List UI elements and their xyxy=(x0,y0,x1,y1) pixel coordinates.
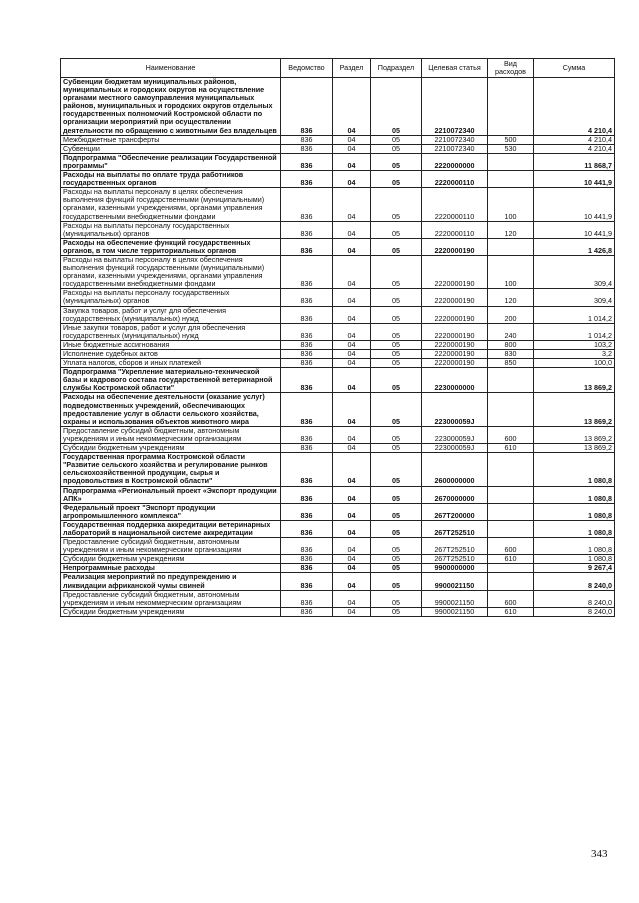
cell-summa: 1 080,8 xyxy=(534,520,615,537)
cell-razdel: 04 xyxy=(333,255,371,288)
cell-razdel: 04 xyxy=(333,453,371,486)
cell-vid-rashodov xyxy=(488,453,534,486)
cell-summa: 3,2 xyxy=(534,350,615,359)
cell-razdel: 04 xyxy=(333,359,371,368)
header-name: Наименование xyxy=(61,59,281,78)
cell-razdel: 04 xyxy=(333,426,371,443)
cell-vedomstvo: 836 xyxy=(281,238,333,255)
cell-razdel: 04 xyxy=(333,368,371,393)
cell-razdel: 04 xyxy=(333,171,371,188)
cell-celevaya-statya: 2220000190 xyxy=(422,340,488,349)
cell-name: Предоставление субсидий бюджетным, автономным учреждениям и иным некоммерческим организациям xyxy=(61,538,281,555)
cell-name: Иные бюджетные ассигнования xyxy=(61,340,281,349)
cell-summa: 1 426,8 xyxy=(534,238,615,255)
cell-summa: 8 240,0 xyxy=(534,590,615,607)
cell-razdel: 04 xyxy=(333,573,371,590)
cell-vedomstvo: 836 xyxy=(281,323,333,340)
cell-vid-rashodov xyxy=(488,564,534,573)
cell-podrazdel: 05 xyxy=(371,573,422,590)
cell-vedomstvo: 836 xyxy=(281,350,333,359)
table-row xyxy=(61,486,615,503)
cell-celevaya-statya: 267T252510 xyxy=(422,520,488,537)
cell-podrazdel: 05 xyxy=(371,238,422,255)
cell-razdel: 04 xyxy=(333,306,371,323)
cell-summa: 1 014,2 xyxy=(534,306,615,323)
cell-podrazdel: 05 xyxy=(371,453,422,486)
cell-celevaya-statya: 267T200000 xyxy=(422,503,488,520)
cell-name: Уплата налогов, сборов и иных платежей xyxy=(61,359,281,368)
cell-celevaya-statya: 2220000110 xyxy=(422,221,488,238)
cell-podrazdel: 05 xyxy=(371,503,422,520)
cell-vid-rashodov: 830 xyxy=(488,350,534,359)
table-row xyxy=(61,573,615,590)
cell-vedomstvo: 836 xyxy=(281,555,333,564)
cell-razdel: 04 xyxy=(333,393,371,426)
cell-name: Расходы на выплаты персоналу государственных (муниципальных) органов xyxy=(61,289,281,306)
cell-vid-rashodov: 610 xyxy=(488,607,534,616)
cell-summa: 13 869,2 xyxy=(534,393,615,426)
cell-podrazdel: 05 xyxy=(371,78,422,136)
cell-name: Субвенции бюджетам муниципальных районов, муниципальных и городских округов на осуществление органами местного самоуправления муниципальных районов, муниципальных и городских округов отдельных государственных полномочий Костромской области по организации мероприятий при осуществлении деятельности по обращению с животными без владельцев xyxy=(61,78,281,136)
cell-name: Расходы на обеспечение функций государственных органов, в том числе территориальных органов xyxy=(61,238,281,255)
cell-razdel: 04 xyxy=(333,323,371,340)
cell-podrazdel: 05 xyxy=(371,255,422,288)
cell-vid-rashodov: 610 xyxy=(488,444,534,453)
cell-name: Расходы на выплаты по оплате труда работников государственных органов xyxy=(61,171,281,188)
cell-vedomstvo: 836 xyxy=(281,520,333,537)
cell-razdel: 04 xyxy=(333,607,371,616)
cell-razdel: 04 xyxy=(333,444,371,453)
header-vid-rashodov: Вид расходов xyxy=(488,59,534,78)
table-row xyxy=(61,144,615,153)
header-razdel: Раздел xyxy=(333,59,371,78)
cell-vedomstvo: 836 xyxy=(281,78,333,136)
cell-name: Предоставление субсидий бюджетным, автономным учреждениям и иным некоммерческим организациям xyxy=(61,590,281,607)
cell-vedomstvo: 836 xyxy=(281,538,333,555)
cell-celevaya-statya: 2210072340 xyxy=(422,78,488,136)
cell-podrazdel: 05 xyxy=(371,144,422,153)
table-row xyxy=(61,503,615,520)
cell-name: Непрограммные расходы xyxy=(61,564,281,573)
cell-summa: 10 441,9 xyxy=(534,188,615,221)
cell-vid-rashodov xyxy=(488,573,534,590)
table-row xyxy=(61,607,615,616)
cell-razdel: 04 xyxy=(333,238,371,255)
cell-razdel: 04 xyxy=(333,503,371,520)
cell-summa: 13 869,2 xyxy=(534,444,615,453)
cell-podrazdel: 05 xyxy=(371,564,422,573)
cell-podrazdel: 05 xyxy=(371,221,422,238)
cell-vedomstvo: 836 xyxy=(281,221,333,238)
cell-vedomstvo: 836 xyxy=(281,564,333,573)
table-row xyxy=(61,393,615,426)
cell-vid-rashodov: 100 xyxy=(488,255,534,288)
table-row xyxy=(61,323,615,340)
table-row xyxy=(61,135,615,144)
cell-vedomstvo: 836 xyxy=(281,340,333,349)
cell-vedomstvo: 836 xyxy=(281,359,333,368)
cell-summa: 1 080,8 xyxy=(534,538,615,555)
table-row xyxy=(61,590,615,607)
cell-summa: 8 240,0 xyxy=(534,607,615,616)
cell-celevaya-statya: 2600000000 xyxy=(422,453,488,486)
table-row xyxy=(61,188,615,221)
cell-podrazdel: 05 xyxy=(371,289,422,306)
cell-podrazdel: 05 xyxy=(371,426,422,443)
cell-name: Государственная программа Костромской области "Развитие сельского хозяйства и регулирование рынков сельскохозяйственной продукции, сырья и продовольствия в Костромской области" xyxy=(61,453,281,486)
cell-podrazdel: 05 xyxy=(371,350,422,359)
cell-vid-rashodov xyxy=(488,368,534,393)
cell-podrazdel: 05 xyxy=(371,444,422,453)
header-summa: Сумма xyxy=(534,59,615,78)
cell-vedomstvo: 836 xyxy=(281,144,333,153)
table-row xyxy=(61,171,615,188)
cell-podrazdel: 05 xyxy=(371,188,422,221)
cell-vedomstvo: 836 xyxy=(281,306,333,323)
cell-vid-rashodov xyxy=(488,503,534,520)
cell-celevaya-statya: 2220000000 xyxy=(422,153,488,170)
table-row xyxy=(61,78,615,136)
cell-vid-rashodov xyxy=(488,78,534,136)
cell-vid-rashodov: 500 xyxy=(488,135,534,144)
cell-name: Субсидии бюджетным учреждениям xyxy=(61,444,281,453)
cell-summa: 13 869,2 xyxy=(534,368,615,393)
cell-vid-rashodov: 850 xyxy=(488,359,534,368)
cell-vid-rashodov xyxy=(488,153,534,170)
cell-vedomstvo: 836 xyxy=(281,368,333,393)
cell-celevaya-statya: 2670000000 xyxy=(422,486,488,503)
cell-razdel: 04 xyxy=(333,555,371,564)
cell-name: Субсидии бюджетным учреждениям xyxy=(61,555,281,564)
page-number: 343 xyxy=(591,848,608,860)
cell-vid-rashodov xyxy=(488,486,534,503)
cell-razdel: 04 xyxy=(333,221,371,238)
cell-vid-rashodov: 600 xyxy=(488,590,534,607)
cell-vedomstvo: 836 xyxy=(281,171,333,188)
cell-celevaya-statya: 2210072340 xyxy=(422,135,488,144)
cell-razdel: 04 xyxy=(333,590,371,607)
cell-vid-rashodov xyxy=(488,238,534,255)
cell-name: Расходы на выплаты персоналу государственных (муниципальных) органов xyxy=(61,221,281,238)
cell-celevaya-statya: 2220000110 xyxy=(422,188,488,221)
cell-summa: 11 868,7 xyxy=(534,153,615,170)
cell-summa: 309,4 xyxy=(534,255,615,288)
cell-celevaya-statya: 267T252510 xyxy=(422,555,488,564)
cell-podrazdel: 05 xyxy=(371,323,422,340)
cell-vedomstvo: 836 xyxy=(281,444,333,453)
cell-summa: 1 080,8 xyxy=(534,503,615,520)
cell-podrazdel: 05 xyxy=(371,171,422,188)
cell-summa: 309,4 xyxy=(534,289,615,306)
cell-name: Подпрограмма "Укрепление материально-технической базы и кадрового состава государственной ветеринарной службы Костромской области" xyxy=(61,368,281,393)
cell-vedomstvo: 836 xyxy=(281,393,333,426)
cell-name: Подпрограмма «Региональный проект «Экспорт продукции АПК» xyxy=(61,486,281,503)
table-row xyxy=(61,255,615,288)
cell-podrazdel: 05 xyxy=(371,555,422,564)
cell-celevaya-statya: 267T252510 xyxy=(422,538,488,555)
cell-name: Федеральный проект "Экспорт продукции агропромышленного комплекса" xyxy=(61,503,281,520)
cell-name: Иные закупки товаров, работ и услуг для обеспечения государственных (муниципальных) нужд xyxy=(61,323,281,340)
cell-vedomstvo: 836 xyxy=(281,607,333,616)
cell-summa: 1 080,8 xyxy=(534,555,615,564)
cell-summa: 1 080,8 xyxy=(534,453,615,486)
cell-celevaya-statya: 9900021150 xyxy=(422,590,488,607)
cell-name: Расходы на обеспечение деятельности (оказание услуг) подведомственных учреждений, обеспечивающих предоставление услуг в области сельского хозяйства, охраны и использования объектов животного мира xyxy=(61,393,281,426)
cell-vedomstvo: 836 xyxy=(281,135,333,144)
cell-vid-rashodov: 240 xyxy=(488,323,534,340)
cell-summa: 4 210,4 xyxy=(534,135,615,144)
cell-vid-rashodov xyxy=(488,520,534,537)
cell-celevaya-statya: 2220000190 xyxy=(422,238,488,255)
cell-celevaya-statya: 223000059J xyxy=(422,426,488,443)
cell-podrazdel: 05 xyxy=(371,135,422,144)
cell-name: Исполнение судебных актов xyxy=(61,350,281,359)
cell-podrazdel: 05 xyxy=(371,368,422,393)
cell-name: Государственная поддержка аккредитации ветеринарных лабораторий в национальной системе аккредитации xyxy=(61,520,281,537)
cell-vid-rashodov xyxy=(488,171,534,188)
table-row xyxy=(61,289,615,306)
cell-vid-rashodov: 800 xyxy=(488,340,534,349)
cell-razdel: 04 xyxy=(333,144,371,153)
cell-razdel: 04 xyxy=(333,520,371,537)
cell-celevaya-statya: 9900021150 xyxy=(422,607,488,616)
cell-vid-rashodov: 120 xyxy=(488,289,534,306)
cell-summa: 13 869,2 xyxy=(534,426,615,443)
cell-vid-rashodov: 530 xyxy=(488,144,534,153)
cell-celevaya-statya: 2220000190 xyxy=(422,289,488,306)
cell-summa: 10 441,9 xyxy=(534,221,615,238)
cell-vid-rashodov: 600 xyxy=(488,538,534,555)
cell-celevaya-statya: 2210072340 xyxy=(422,144,488,153)
cell-razdel: 04 xyxy=(333,350,371,359)
cell-celevaya-statya: 2220000190 xyxy=(422,350,488,359)
cell-celevaya-statya: 2230000000 xyxy=(422,368,488,393)
cell-celevaya-statya: 2220000110 xyxy=(422,171,488,188)
cell-name: Предоставление субсидий бюджетным, автономным учреждениям и иным некоммерческим организациям xyxy=(61,426,281,443)
cell-razdel: 04 xyxy=(333,78,371,136)
cell-podrazdel: 05 xyxy=(371,306,422,323)
table-row xyxy=(61,306,615,323)
cell-vedomstvo: 836 xyxy=(281,486,333,503)
cell-razdel: 04 xyxy=(333,486,371,503)
cell-celevaya-statya: 2220000190 xyxy=(422,306,488,323)
cell-vedomstvo: 836 xyxy=(281,503,333,520)
cell-podrazdel: 05 xyxy=(371,153,422,170)
cell-vid-rashodov: 200 xyxy=(488,306,534,323)
cell-celevaya-statya: 9900000000 xyxy=(422,564,488,573)
cell-vid-rashodov: 600 xyxy=(488,426,534,443)
table-row xyxy=(61,426,615,443)
header-podrazdel: Подраздел xyxy=(371,59,422,78)
cell-summa: 10 441,9 xyxy=(534,171,615,188)
cell-summa: 9 267,4 xyxy=(534,564,615,573)
cell-name: Субвенции xyxy=(61,144,281,153)
cell-razdel: 04 xyxy=(333,188,371,221)
cell-vedomstvo: 836 xyxy=(281,153,333,170)
cell-razdel: 04 xyxy=(333,135,371,144)
cell-summa: 103,2 xyxy=(534,340,615,349)
table-row xyxy=(61,453,615,486)
cell-name: Реализация мероприятий по предупреждению и ликвидации африканской чумы свиней xyxy=(61,573,281,590)
cell-vedomstvo: 836 xyxy=(281,188,333,221)
table-row xyxy=(61,238,615,255)
cell-vid-rashodov: 100 xyxy=(488,188,534,221)
cell-razdel: 04 xyxy=(333,538,371,555)
table-row xyxy=(61,153,615,170)
cell-podrazdel: 05 xyxy=(371,393,422,426)
cell-name: Подпрограмма "Обеспечение реализации Государственной программы" xyxy=(61,153,281,170)
table-header-row xyxy=(61,59,615,78)
table-row xyxy=(61,221,615,238)
cell-celevaya-statya: 9900021150 xyxy=(422,573,488,590)
cell-summa: 8 240,0 xyxy=(534,573,615,590)
cell-razdel: 04 xyxy=(333,153,371,170)
cell-podrazdel: 05 xyxy=(371,359,422,368)
cell-summa: 1 080,8 xyxy=(534,486,615,503)
header-vedomstvo: Ведомство xyxy=(281,59,333,78)
cell-razdel: 04 xyxy=(333,564,371,573)
cell-podrazdel: 05 xyxy=(371,340,422,349)
cell-vedomstvo: 836 xyxy=(281,255,333,288)
cell-celevaya-statya: 223000059J xyxy=(422,393,488,426)
cell-summa: 100,0 xyxy=(534,359,615,368)
cell-podrazdel: 05 xyxy=(371,520,422,537)
cell-name: Расходы на выплаты персоналу в целях обеспечения выполнения функций государственными (муниципальными) органами, казенными учреждениями, органами управления государственными внебюджетными фондами xyxy=(61,188,281,221)
header-celevaya-statya: Целевая статья xyxy=(422,59,488,78)
cell-podrazdel: 05 xyxy=(371,607,422,616)
cell-vedomstvo: 836 xyxy=(281,590,333,607)
cell-celevaya-statya: 223000059J xyxy=(422,444,488,453)
cell-razdel: 04 xyxy=(333,289,371,306)
cell-summa: 4 210,4 xyxy=(534,78,615,136)
cell-celevaya-statya: 2220000190 xyxy=(422,255,488,288)
cell-podrazdel: 05 xyxy=(371,486,422,503)
cell-name: Межбюджетные трансферты xyxy=(61,135,281,144)
budget-table xyxy=(60,58,615,617)
cell-celevaya-statya: 2220000190 xyxy=(422,359,488,368)
cell-name: Субсидии бюджетным учреждениям xyxy=(61,607,281,616)
cell-vedomstvo: 836 xyxy=(281,426,333,443)
cell-vedomstvo: 836 xyxy=(281,453,333,486)
cell-summa: 1 014,2 xyxy=(534,323,615,340)
cell-name: Закупка товаров, работ и услуг для обеспечения государственных (муниципальных) нужд xyxy=(61,306,281,323)
cell-podrazdel: 05 xyxy=(371,538,422,555)
cell-vedomstvo: 836 xyxy=(281,289,333,306)
table-row xyxy=(61,538,615,555)
cell-name: Расходы на выплаты персоналу в целях обеспечения выполнения функций государственными (муниципальными) органами, казенными учреждениями, органами управления государственными внебюджетными фондами xyxy=(61,255,281,288)
table-row xyxy=(61,520,615,537)
cell-vid-rashodov: 610 xyxy=(488,555,534,564)
cell-vedomstvo: 836 xyxy=(281,573,333,590)
table-row xyxy=(61,368,615,393)
cell-podrazdel: 05 xyxy=(371,590,422,607)
cell-celevaya-statya: 2220000190 xyxy=(422,323,488,340)
cell-vid-rashodov xyxy=(488,393,534,426)
cell-vid-rashodov: 120 xyxy=(488,221,534,238)
cell-razdel: 04 xyxy=(333,340,371,349)
cell-summa: 4 210,4 xyxy=(534,144,615,153)
